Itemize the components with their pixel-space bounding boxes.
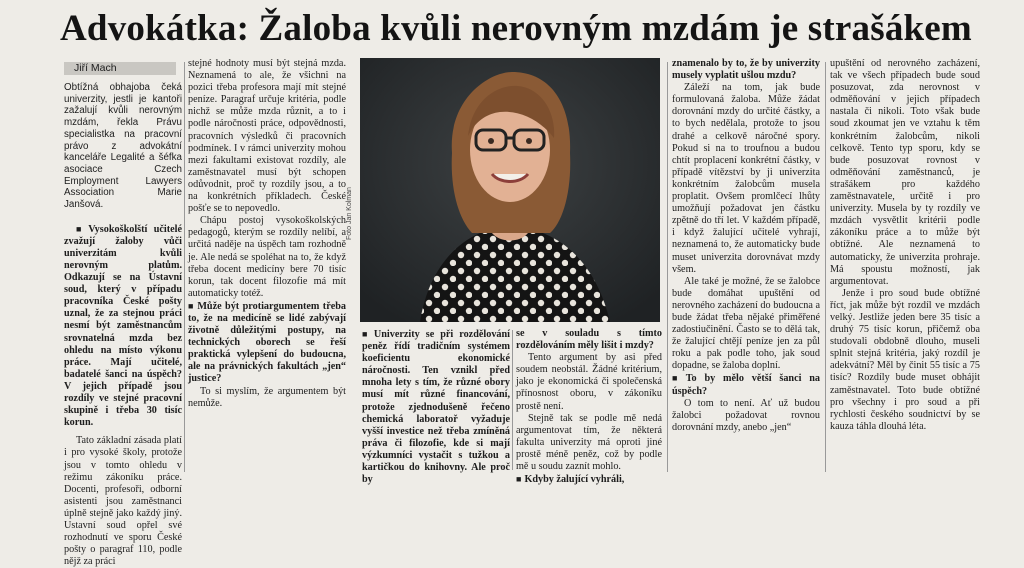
square-bullet-icon: ■ — [516, 474, 522, 485]
body-paragraph: stejné hodnoty musí být stejná mzda. Neznamená to ale, že všichni na pozici třeba profesora mají mít stejné peníze. Paragraf určuje kritéria, podle nichž se může mzda různit, a to i podle náročnosti práce, odpovědnosti, pracovních výsledků či pracovních podmínek. I v rámci univerzity mohou mezi fakultami existovat rozdíly, ale zaměstnavatel musí být schopen odůvodnit, proč ty rozdíly jsou, a to na konkrétních příkladech. České pošťe se to nepovedlo. — [188, 58, 346, 215]
question-text: To by mělo větší šanci na úspěch? — [672, 373, 820, 397]
body-paragraph: Záleží na tom, jak bude formulovaná žaloba. Může žádat dorovnání mzdy do určité částky, a to bych nedělala, protože to jsou drahé a celkově náročné spory. Pokud si na to troufnou a budou chtít proplacení konkrétní částky, v případě vítězství by ji univerzita konkrétním žalobcům musela proplatit. Ovšem promlčecí lhůty umožňují požadovat jen částku zpětně do tří let. V každém případě, i když žalující učitelé vyhrají, neznamená to, že automaticky bude muset univerzita dorovnávat mzdy všem. — [672, 82, 820, 275]
question-text: Kdyby žalující vyhráli, — [524, 474, 625, 486]
question-paragraph — [516, 473, 662, 486]
column-4 — [516, 328, 662, 486]
column-divider — [667, 62, 668, 472]
body-paragraph: To si myslím, že argumentem být nemůže. — [188, 385, 346, 409]
body-paragraph: O tom to není. Ať už budou žalobci požadovat rovnou dorovnání mzdy, anebo „jen“ — [672, 397, 820, 433]
square-bullet-icon: ■ — [188, 300, 195, 311]
column-1 — [64, 82, 182, 568]
intro-paragraph: Obtížná obhajoba čeká univerzity, jestli je kantoři zažalují kvůli nerovným mzdám, řekla Právu specialistka na pracovní právo z advokátní kanceláře Legalité a šéfka asociace Czech Employment Lawyers Association Marie Janšová. — [64, 82, 182, 211]
headline: Advokátka: Žaloba kvůli nerovným mzdám je strašákem — [60, 8, 972, 49]
question-text: Může být protiargumentem třeba to, že na medicíně se lidé zabývají životně důležitými postupy, na technických oborech se řeší praktická vylepšení do budoucna, ale na právnických fakultách „jen“ justice? — [188, 300, 346, 385]
square-bullet-icon: ■ — [672, 373, 683, 384]
column-divider — [184, 62, 185, 472]
byline: Jiří Mach — [64, 62, 176, 75]
lead-text: Vysokoškolští učitelé zvažují žaloby vůči univerzitám kvůli nerovným platům. Odkazují se na Ústavní soud, který v případu pracovníka České pošty uznal, že za stejnou práci nesmí být zaměstnancům srovnatelná mzda bez ohledu na místo výkonu práce. Mají učitelé, badatelé šanci na úspěch? V jejich případě jsou rozdíly ve stejné pracovní skupině i třeba 30 tisíc korun. — [64, 223, 182, 429]
photo-credit: Foto Jan Kolman — [346, 187, 353, 240]
column-divider — [512, 330, 513, 470]
body-paragraph: Tato základní zásada platí i pro vysoké školy, protože jsou v tomto ohledu v režimu zákoníku práce. Docenti, profesoři, odborní asistenti jsou zaměstnanci úplně stejně jako každý jiný. Ustavní soud opřel své rozhodnutí ve sporu České pošty o paragraf 110, podle nějž za práci — [64, 435, 182, 568]
column-2 — [188, 58, 346, 476]
question-paragraph — [362, 328, 510, 486]
column-6 — [830, 58, 980, 478]
column-3 — [362, 328, 510, 486]
square-bullet-icon: ■ — [362, 329, 371, 339]
body-paragraph: Chápu postoj vysokoškolských pedagogů, kterým se rozdíly nelíbí, a určitá naděje na úspěch tam rozhodně je. Ale nedá se spoléhat na to, že když třeba docent medicíny bere 70 tisíc korun, tak docent filozofie má mít automaticky totéž. — [188, 215, 346, 299]
question-paragraph — [672, 372, 820, 397]
column-5 — [672, 58, 820, 478]
body-paragraph: Jenže i pro soud bude obtížné říct, jak může být rozdíl ve mzdách velký. Jestliže jeden bere 35 tisíc a druhý 75 tisíc korun, přičemž oba studovali obdobně dlouho, museli splnit stejná kritéria, jaký rozdíl je adekvátní? Měl by činit 55 tisíc a 75 tisíc? Rozdíly bude muset obhájit zaměstnavatel. Toto bude obtížné pro všechny i pro soud a při rychlosti českého soudnictví by se kauza táhla dlouhá léta. — [830, 287, 980, 432]
portrait-illustration — [360, 58, 660, 322]
question-continuation: se v souladu s tímto rozdělováním měly lišit i mzdy? — [516, 328, 662, 352]
portrait-photo — [360, 58, 660, 322]
question-paragraph — [188, 300, 346, 386]
question-text: Univerzity se při rozdělování peněz řídí tradičním systémem koeficientu ekonomické náročnosti. Ten vznikl před mnoha lety s tím, že různé obory musí mít různé financování, protože zjednodušeně řečeno chemická laboratoř vyžaduje vyšší investice než třeba zmíněná práva či filozofie, kde si mají výzkumníci vystačit s tužkou a kartičkou do knihovny. Ale proč by — [362, 329, 510, 486]
body-paragraph: upuštění od nerovného zacházení, tak ve všech případech bude soud posuzovat, zda nerovnost v odměňování v jejich případech nastala či nikoli. Toto však bude soud zkoumat jen ve vztahu k těm konkrétním žalobcům, nikoli celkově. Tento typ sporu, kdy se bude posuzovat rovnost v odměňování zaměstnanců, je strašákem pro každého zaměstnavatele, určitě i pro univerzity. Musela by ty rozdíly ve mzdách vysvětlit kritérii podle zákoníku práce a to může být obtížné. Ale neznamená to automaticky, že univerzita prohraje. Má spoustu možností, jak argumentovat. — [830, 58, 980, 287]
body-paragraph: Ale také je možné, že se žalobce bude domáhat upuštění od nerovného zacházení do budoucna a bude žádat třeba nějaké přiměřené zadostiučinění. Často se to dělá tak, že žalující chtějí peníze jen za půl roku a pak podle toho, jak soud dopadne, se žaloba doplní. — [672, 275, 820, 372]
lead-paragraph — [64, 223, 182, 430]
question-continuation: znamenalo by to, že by univerzity musely vyplatit ušlou mzdu? — [672, 58, 820, 82]
column-divider — [825, 62, 826, 472]
square-bullet-icon: ■ — [76, 223, 86, 234]
body-paragraph: Tento argument by asi před soudem neobstál. Žádné kritérium, jako je ekonomická či společenská přínosnost oboru, v zákoníku prostě není. — [516, 352, 662, 412]
body-paragraph: Stejně tak se podle mě nedá argumentovat tím, že některá fakulta univerzity má oproti jiné prostě méně peněz, což by podle mě u soudu zaznít mohlo. — [516, 412, 662, 473]
